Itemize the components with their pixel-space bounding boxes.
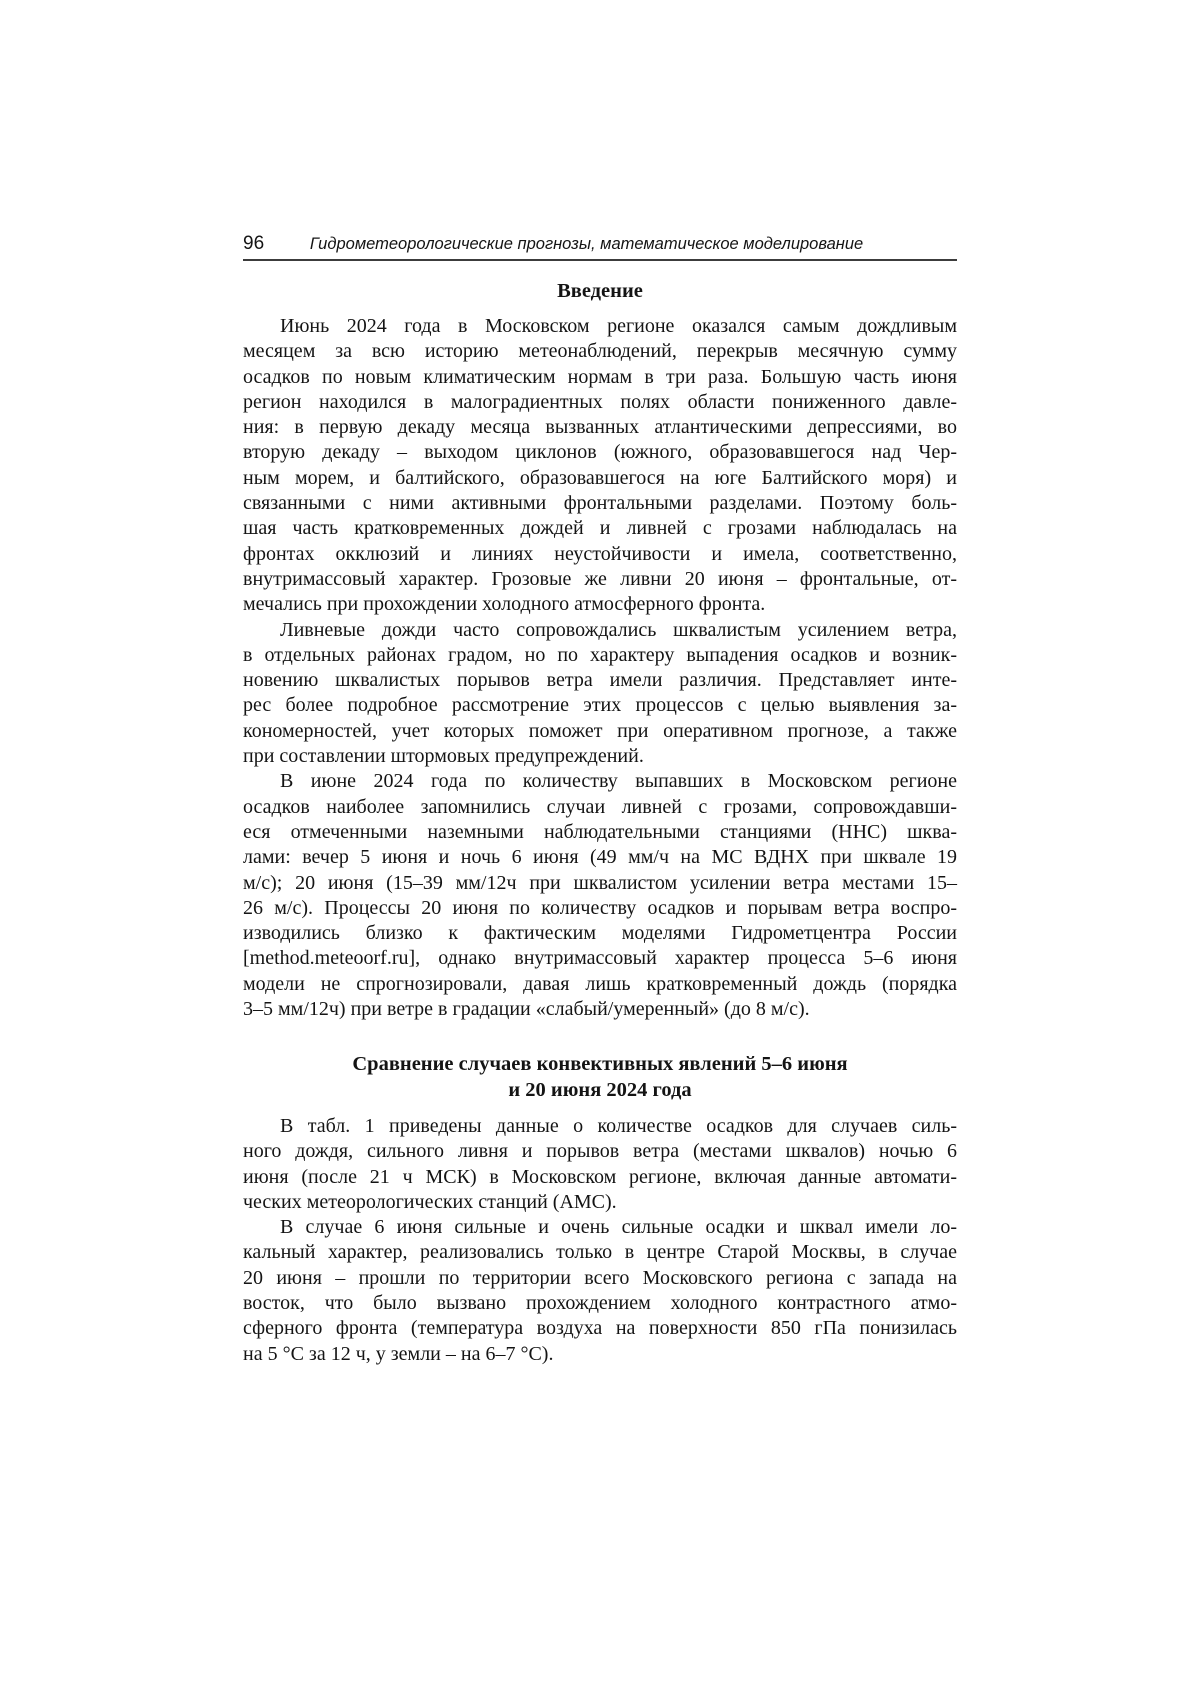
paragraph-memorable-cases — [243, 769, 957, 1022]
text-line: изводились близко к фактическим моделями Гидрометцентра России — [243, 922, 957, 945]
text-line: рес более подробное рассмотрение этих процессов с целью выявления за- — [243, 694, 957, 717]
text-line: связанными с ними активными фронтальными разделами. Поэтому боль- — [243, 492, 957, 515]
introduction-section-body — [243, 314, 957, 1022]
text-line: в отдельных районах градом, но по характеру выпадения осадков и возник- — [243, 643, 957, 666]
text-line: новению шквалистых порывов ветра имели различия. Представляет инте- — [243, 669, 957, 692]
text-line: В июне 2024 года по количеству выпавших в Московском регионе — [280, 770, 957, 793]
text-line: [method.meteoorf.ru], однако внутримассовый характер процесса 5–6 июня — [243, 947, 957, 970]
text-line: восток, что было вызвано прохождением холодного контрастного атмо- — [243, 1291, 957, 1314]
text-line: внутримассовый характер. Грозовые же ливни 20 июня – фронтальные, от- — [243, 567, 957, 590]
heading-line: и 20 июня 2024 года — [508, 1078, 692, 1101]
paragraph-june-overview — [243, 314, 957, 618]
text-line: на 5 °С за 12 ч, у земли – на 6–7 °С). — [243, 1342, 554, 1365]
document-page — [243, 234, 957, 1367]
text-line: лами: вечер 5 июня и ночь 6 июня (49 мм/ч на МС ВДНХ при шквале 19 — [243, 846, 957, 869]
page-header — [243, 234, 957, 261]
text-line: кальный характер, реализовались только в центре Старой Москвы, в случае — [243, 1241, 957, 1264]
text-line: ческих метеорологических станций (АМС). — [243, 1190, 617, 1213]
text-line: при составлении штормовых предупреждений. — [243, 745, 644, 768]
text-line: В табл. 1 приведены данные о количестве осадков для случаев силь- — [280, 1114, 957, 1137]
text-line: 3–5 мм/12ч) при ветре в градации «слабый/умеренный» (до 8 м/с). — [243, 998, 810, 1021]
comparison-section-body — [243, 1114, 957, 1367]
text-line: ным морем, и балтийского, образовавшегося на юге Балтийского моря) и — [243, 466, 957, 489]
section-heading-comparison — [243, 1052, 957, 1103]
text-line: месяцем за всю историю метеонаблюдений, перекрыв месячную сумму — [243, 340, 957, 363]
text-line: шая часть кратковременных дождей и ливней с грозами наблюдалась на — [243, 517, 957, 540]
text-line: июня (после 21 ч МСК) в Московском регионе, включая данные автомати- — [243, 1165, 957, 1188]
text-line: осадков наиболее запомнились случаи ливней с грозами, сопровождавши- — [243, 795, 957, 818]
text-line: модели не спрогнозировали, давая лишь кратковременный дождь (порядка — [243, 972, 957, 995]
text-line: еся отмеченными наземными наблюдательными станциями (ННС) шква- — [243, 820, 957, 843]
heading-line: Сравнение случаев конвективных явлений 5–6 июня — [352, 1053, 848, 1076]
text-line: вторую декаду – выходом циклонов (южного, образовавшегося над Чер- — [243, 441, 957, 464]
text-line: Ливневые дожди часто сопровождались шквалистым усилением ветра, — [280, 618, 957, 641]
text-line: ного дождя, сильного ливня и порывов ветра (местами шквалов) ночью 6 — [243, 1140, 957, 1163]
text-line: ния: в первую декаду месяца вызванных атлантическими депрессиями, во — [243, 416, 957, 439]
section-heading-introduction: Введение — [557, 280, 643, 302]
text-line: м/с); 20 июня (15–39 мм/12ч при шквалистом усилении ветра местами 15– — [243, 871, 957, 894]
text-line: 20 июня – прошли по территории всего Московского региона с запада на — [243, 1266, 957, 1289]
page-number: 96 — [243, 233, 265, 254]
text-line: кономерностей, учет которых поможет при оперативном прогнозе, а также — [243, 719, 957, 742]
text-line: сферного фронта (температура воздуха на поверхности 850 гПа понизилась — [243, 1317, 957, 1340]
paragraph-case-comparison — [243, 1215, 957, 1367]
paragraph-showers-squalls — [243, 618, 957, 770]
text-line: Июнь 2024 года в Московском регионе оказался самым дождливым — [280, 315, 957, 337]
paragraph-table1-data — [243, 1114, 957, 1215]
text-line: фронтах окклюзий и линиях неустойчивости и имела, соответственно, — [243, 542, 957, 565]
running-title: Гидрометеорологические прогнозы, математическое моделирование — [309, 235, 864, 253]
text-line: осадков по новым климатическим нормам в три раза. Большую часть июня — [243, 365, 957, 388]
text-line: В случае 6 июня сильные и очень сильные осадки и шквал имели ло- — [280, 1216, 957, 1239]
text-line: мечались при прохождении холодного атмосферного фронта. — [243, 593, 766, 616]
text-line: 26 м/с). Процессы 20 июня по количеству осадков и порывам ветра воспро- — [243, 896, 957, 919]
text-line: регион находился в малоградиентных полях области пониженного давле- — [243, 390, 957, 413]
